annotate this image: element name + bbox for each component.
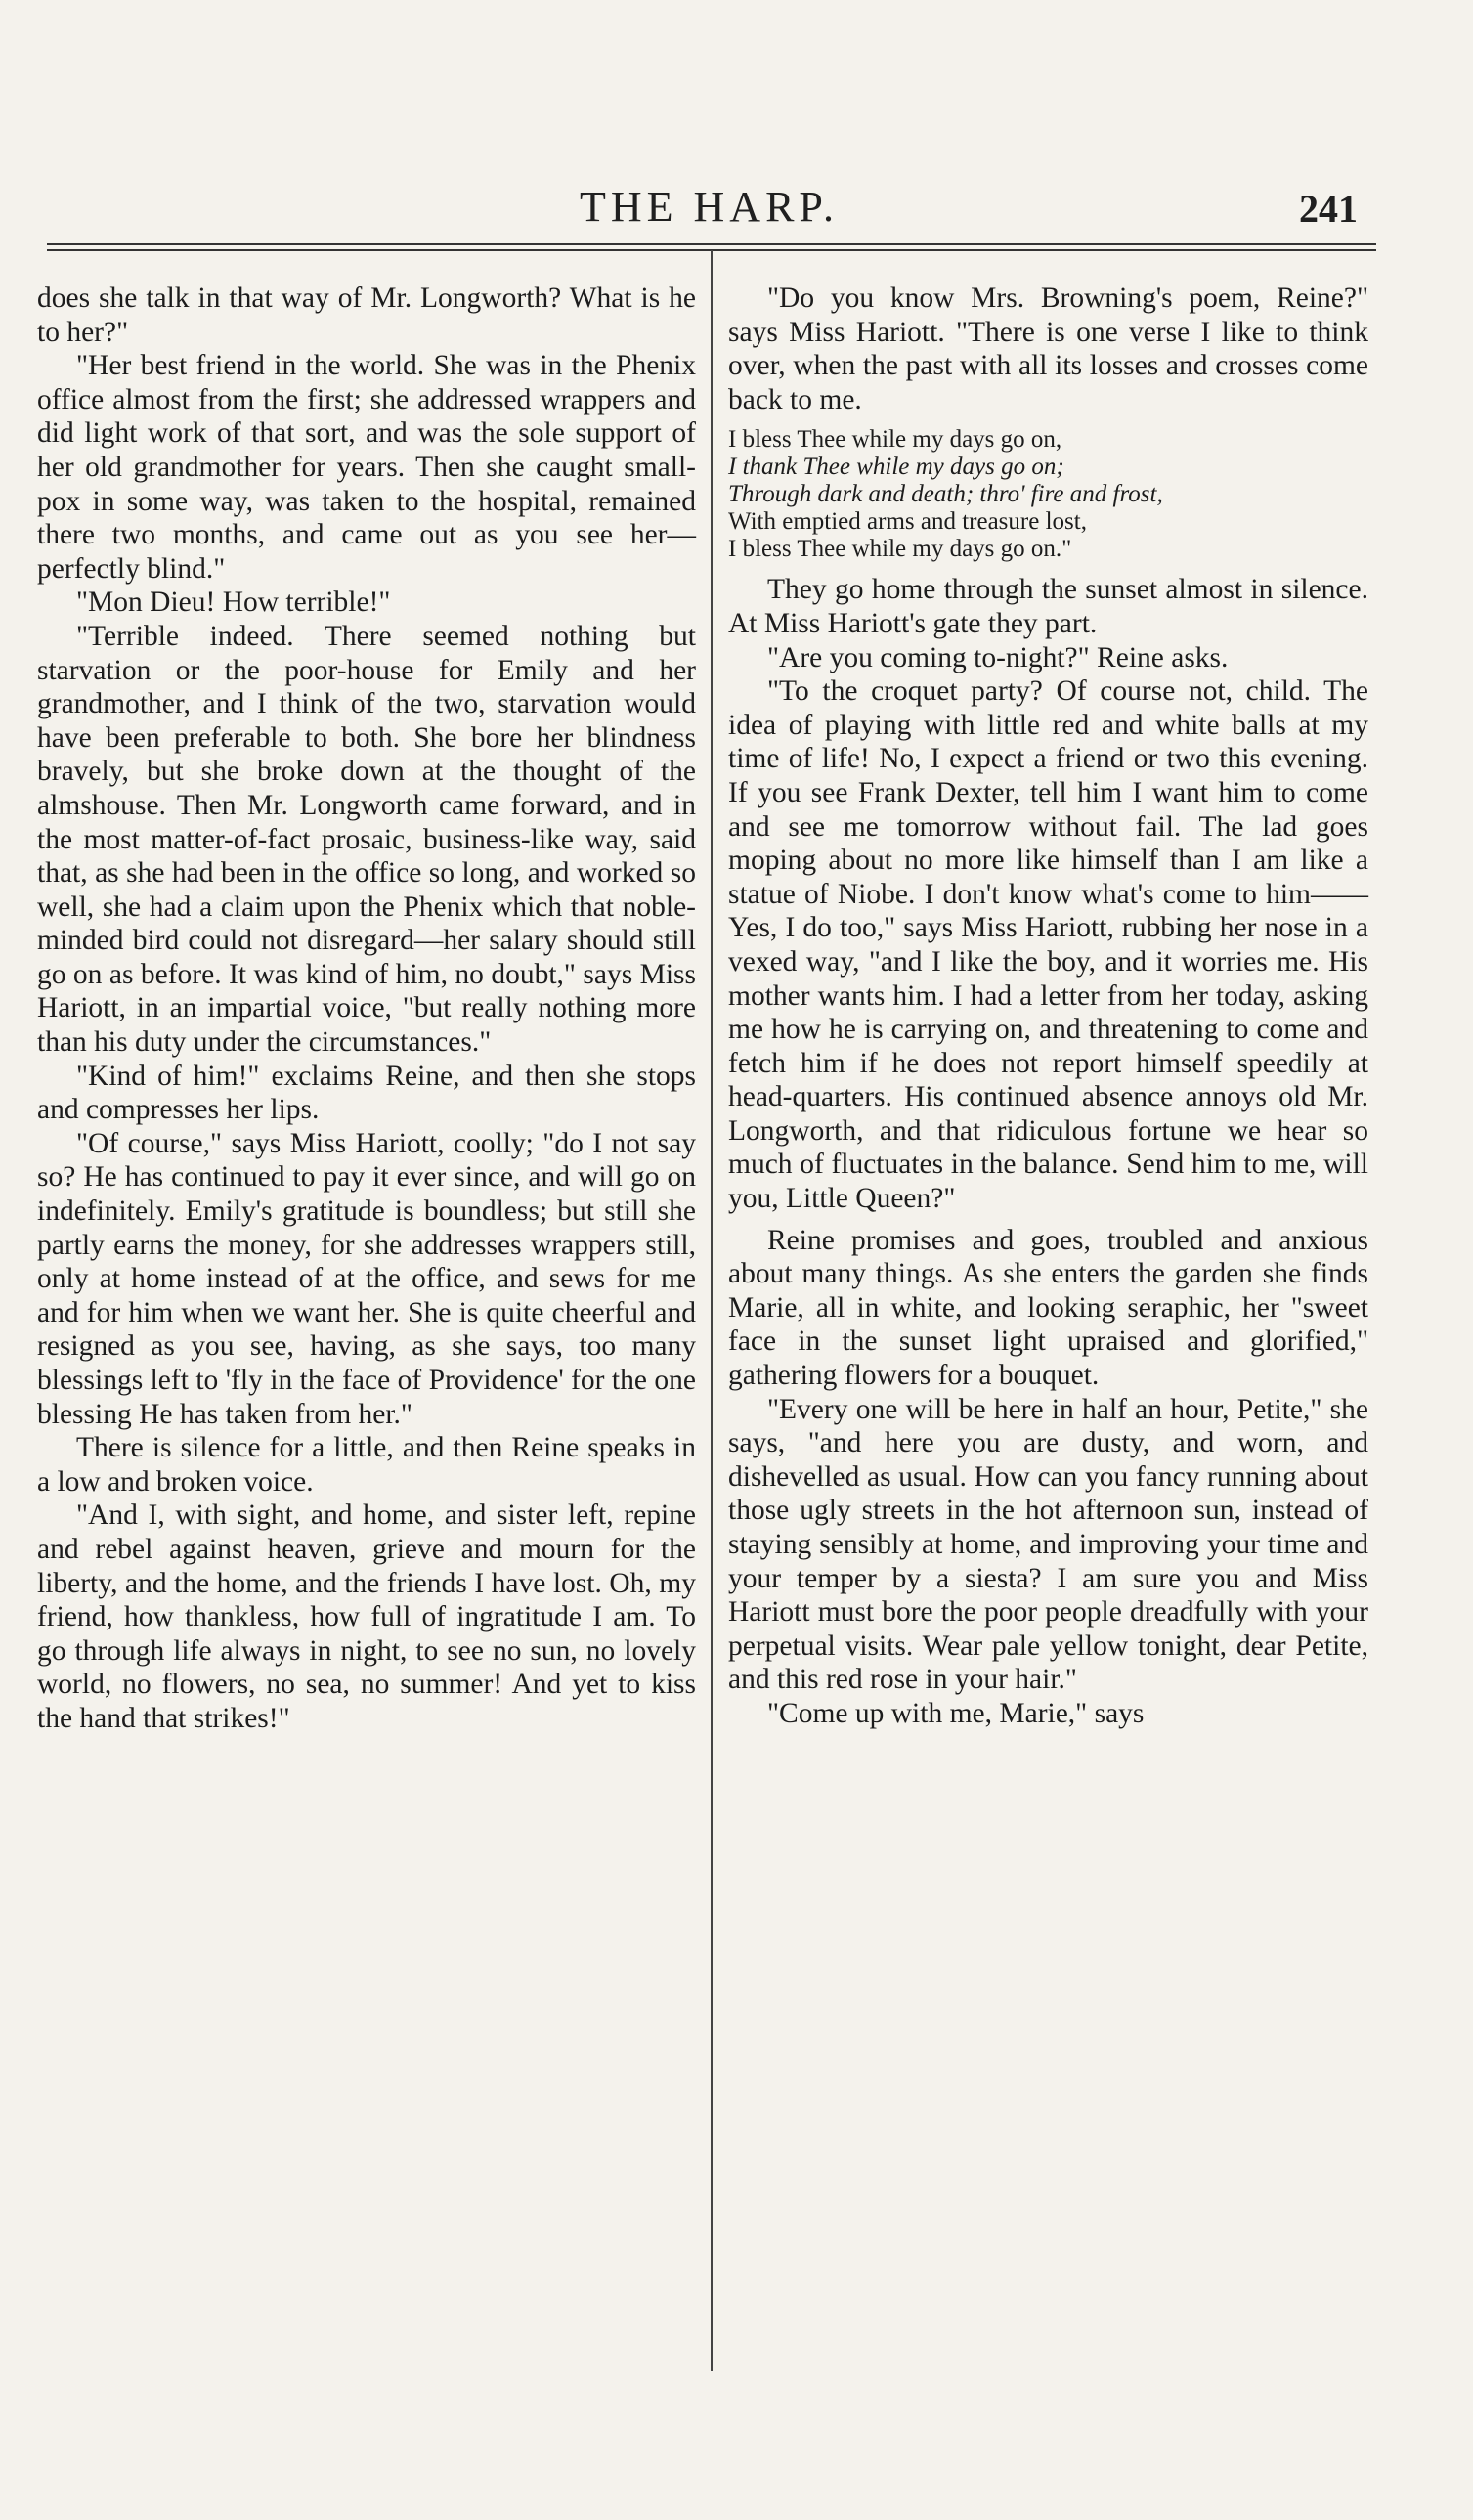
paragraph: "To the croquet party? Of course not, child. The idea of playing with little red and white balls at my time of life! No, I expect a friend or two this evening. If you see Frank Dexter, tell him I want him to come and see me tomorrow without fail. The lad goes moping about no more like himself than I am like a statue of Niobe. I don't know what's come to him——Yes, I do too," says Miss Hariott, rubbing her nose in a vexed way, "and I like the boy, and it worries me. His mother wants him. I had a letter from her today, asking me how he is carrying on, and threatening to come and fetch him if he does not report himself speedily at head-quarters. His continued absence annoys old Mr. Longworth, and that ridiculous fortune we hear so much of fluctuates in the balance. Send him to me, will you, Little Queen?" xyxy=(728,675,1368,1215)
verse-line: I bless Thee while my days go on, xyxy=(728,426,1062,454)
page-title: THE HARP. xyxy=(579,183,840,231)
header-rule-top xyxy=(47,243,1376,245)
paragraph: "Her best friend in the world. She was in the Phenix office almost from the first; she addressed wrappers and did light work of that sort, and was the sole support of her old grandmother for years. Then she caught small-pox in some way, was taken to the hospital, remained there two months, and came out as you see her—perfectly blind." xyxy=(37,350,696,585)
left-column xyxy=(37,282,696,1736)
verse-line: I thank Thee while my days go on; xyxy=(728,454,1064,481)
verse-quote xyxy=(728,426,1368,563)
verse-line: With emptied arms and treasure lost, xyxy=(728,508,1087,536)
paragraph: "Kind of him!" exclaims Reine, and then she stops and compresses her lips. xyxy=(37,1060,696,1126)
paragraph: "Are you coming to-night?" Reine asks. xyxy=(767,641,1229,673)
paragraph: "Do you know Mrs. Browning's poem, Reine?" says Miss Hariott. "There is one verse I like to think over, when the past with all its losses and crosses come back to me. xyxy=(728,282,1368,415)
paragraph: "Every one will be here in half an hour, Petite," she says, "and here you are dusty, and worn, and dishevelled as usual. How can you fancy running about those ugly streets in the hot afternoon sun, instead of staying sensibly at home, and improving your time and your temper by a siesta? I am sure you and Miss Hariott must bore the poor people dreadfully with your perpetual visits. Wear pale yellow tonight, dear Petite, and this red rose in your hair." xyxy=(728,1393,1368,1696)
paragraph: "Terrible indeed. There seemed nothing but starvation or the poor-house for Emily and her grandmother, and I think of the two, starvation would have been preferable to both. She bore her blindness bravely, but she broke down at the thought of the almshouse. Then Mr. Longworth came forward, and in the most matter-of-fact prosaic, business-like way, said that, as she had been in the office so long, and worked so well, she had a claim upon the Phenix which that noble-minded bird could not disregard—her salary should still go on as before. It was kind of him, no doubt," says Miss Hariott, in an impartial voice, "but really nothing more than his duty under the circumstances." xyxy=(37,620,696,1059)
paragraph: "Of course," says Miss Hariott, coolly; "do I not say so? He has continued to pay it ever since, and will go on indefinitely. Emily's gratitude is boundless; but still she partly earns the money, for she addresses wrappers still, only at home instead of at the office, and sews for me and for him when we want her. She is quite cheerful and resigned as you see, having, as she says, too many blessings left to 'fly in the face of Providence' for the one blessing He has taken from her." xyxy=(37,1127,696,1430)
paragraph: They go home through the sunset almost in silence. At Miss Hariott's gate they part. xyxy=(728,574,1368,639)
paragraph: "Mon Dieu! How terrible!" xyxy=(76,587,391,619)
paragraph: Reine promises and goes, troubled and anxious about many things. As she enters the garden she finds Marie, all in white, and looking seraphic, her "sweet face in the sunset light upraised and glorified," gathering flowers for a bouquet. xyxy=(728,1224,1368,1392)
page-header xyxy=(47,182,1371,240)
paragraph: does she talk in that way of Mr. Longworth? What is he to her?" xyxy=(37,282,696,348)
verse-line: Through dark and death; thro' fire and frost, xyxy=(728,481,1163,508)
page-number: 241 xyxy=(1299,187,1358,231)
right-column xyxy=(728,282,1368,1731)
paragraph: "And I, with sight, and home, and sister left, repine and rebel against heaven, grieve and mourn for the liberty, and the home, and the friends I have lost. Oh, my friend, how thankless, how full of ingratitude I am. To go through life always in night, to see no sun, no lovely world, no flowers, no sea, no summer! And yet to kiss the hand that strikes!" xyxy=(37,1499,696,1734)
paragraph: "Come up with me, Marie," says xyxy=(767,1697,1145,1729)
paragraph: There is silence for a little, and then Reine speaks in a low and broken voice. xyxy=(37,1432,696,1498)
verse-line: I bless Thee while my days go on." xyxy=(728,536,1072,563)
column-divider xyxy=(711,250,713,2371)
